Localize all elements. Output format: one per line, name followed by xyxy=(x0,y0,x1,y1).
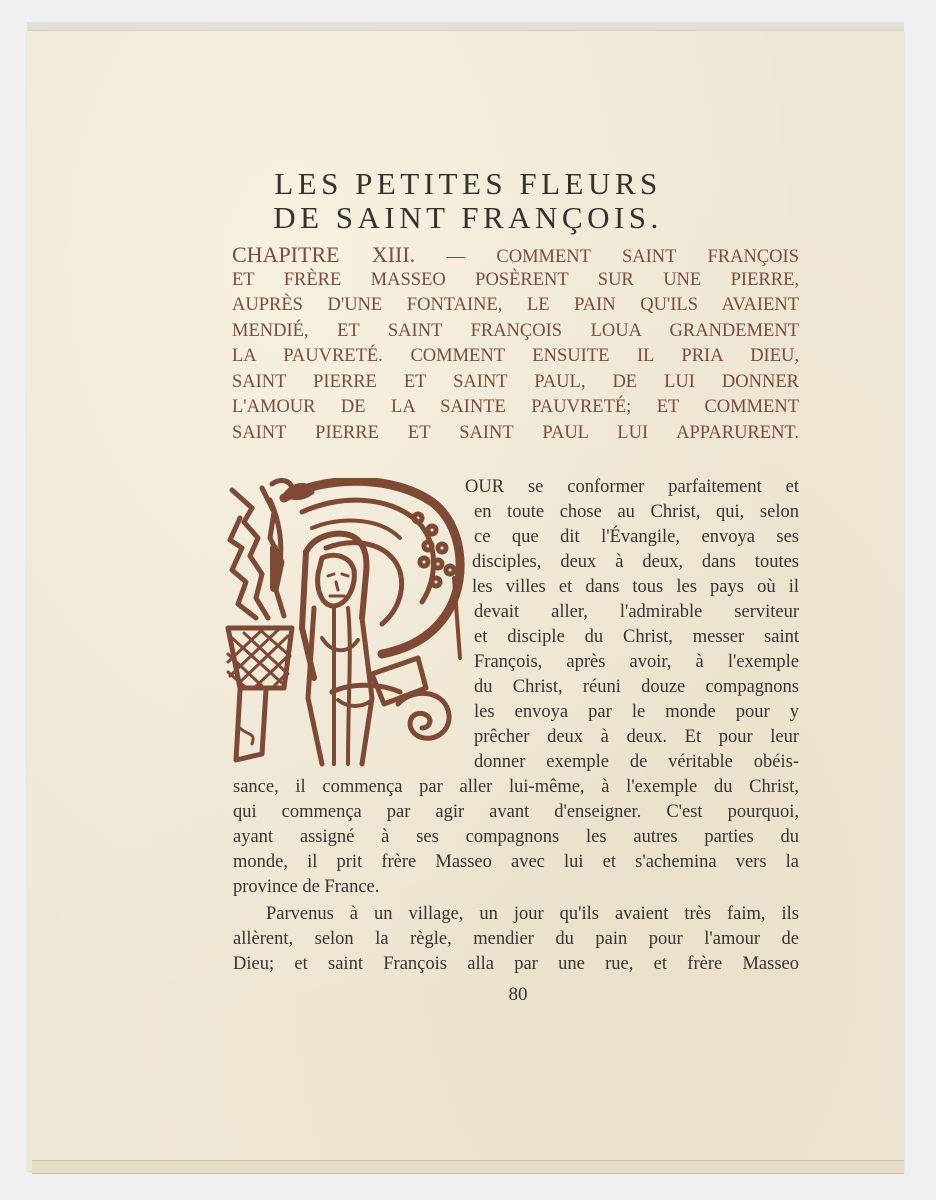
chapter-heading-line: MENDIÉ, ET SAINT FRANÇOIS LOUA GRANDEMENT xyxy=(232,320,799,341)
body-text-line: les villes et dans tous les pays où il xyxy=(472,577,799,597)
body-text-line: les envoya par le monde pour y xyxy=(474,702,799,722)
body-text-line: province de France. xyxy=(233,877,380,897)
body-text-line: qui commença par agir avant d'enseigner. C'est pourquoi, xyxy=(233,802,799,822)
body-text-line: disciples, deux à deux, dans toutes xyxy=(472,552,799,572)
body-text-line: ce que dit l'Évangile, envoya ses xyxy=(474,527,799,547)
chapter-heading-line: ET FRÈRE MASSEO POSÈRENT SUR UNE PIERRE, xyxy=(232,269,799,290)
body-text-line: donner exemple de véritable obéis- xyxy=(474,752,799,772)
chapter-heading-line: SAINT PIERRE ET SAINT PAUL, DE LUI DONNER xyxy=(232,371,799,392)
body-text-line: allèrent, selon la règle, mendier du pain pour l'amour de xyxy=(233,929,799,949)
chapter-heading-line: L'AMOUR DE LA SAINTE PAUVRETÉ; ET COMMENT xyxy=(232,397,799,417)
body-text-line: en toute chose au Christ, qui, selon xyxy=(474,502,799,522)
chapter-number: CHAPITRE XIII. xyxy=(232,242,416,267)
body-text-line: Parvenus à un village, un jour qu'ils avaient très faim, ils xyxy=(266,904,799,924)
book-title-line-2: DE SAINT FRANÇOIS. xyxy=(273,200,663,235)
body-text-line: du Christ, réuni douze compagnons xyxy=(474,677,799,697)
body-text-line: Dieu; et saint François alla par une rue, et frère Masseo xyxy=(233,954,799,974)
book-title-line-1: LES PETITES FLEURS xyxy=(274,166,662,201)
paper-deckle-edge xyxy=(32,1160,904,1174)
body-text-line: François, après avoir, à l'exemple xyxy=(474,652,799,672)
drop-cap-illustration xyxy=(222,478,470,770)
chapter-heading-line: CHAPITRE XIII. — COMMENT SAINT FRANÇOIS xyxy=(232,242,799,267)
body-text-line: devait aller, l'admirable serviteur xyxy=(474,602,799,622)
body-text-line: OUR se conformer parfaitement et xyxy=(465,477,799,497)
body-text-line: monde, il prit frère Masseo avec lui et s'achemina vers la xyxy=(233,852,799,872)
chapter-heading xyxy=(232,242,799,446)
chapter-heading-line: SAINT PIERRE ET SAINT PAUL LUI APPARURENT. xyxy=(232,422,799,443)
chapter-heading-line: AUPRÈS D'UNE FONTAINE, LE PAIN QU'ILS AVAIENT xyxy=(232,295,799,315)
body-text-line: ayant assigné à ses compagnons les autres parties du xyxy=(233,827,799,847)
body-text-line: sance, il commença par aller lui-même, à l'exemple du Christ, xyxy=(233,777,799,797)
chapter-heading-line: LA PAUVRETÉ. COMMENT ENSUITE IL PRIA DIEU, xyxy=(232,346,799,366)
body-text-line: prêcher deux à deux. Et pour leur xyxy=(474,727,799,747)
body-text-line: et disciple du Christ, messer saint xyxy=(474,627,799,647)
page-number: 80 xyxy=(508,984,528,1005)
